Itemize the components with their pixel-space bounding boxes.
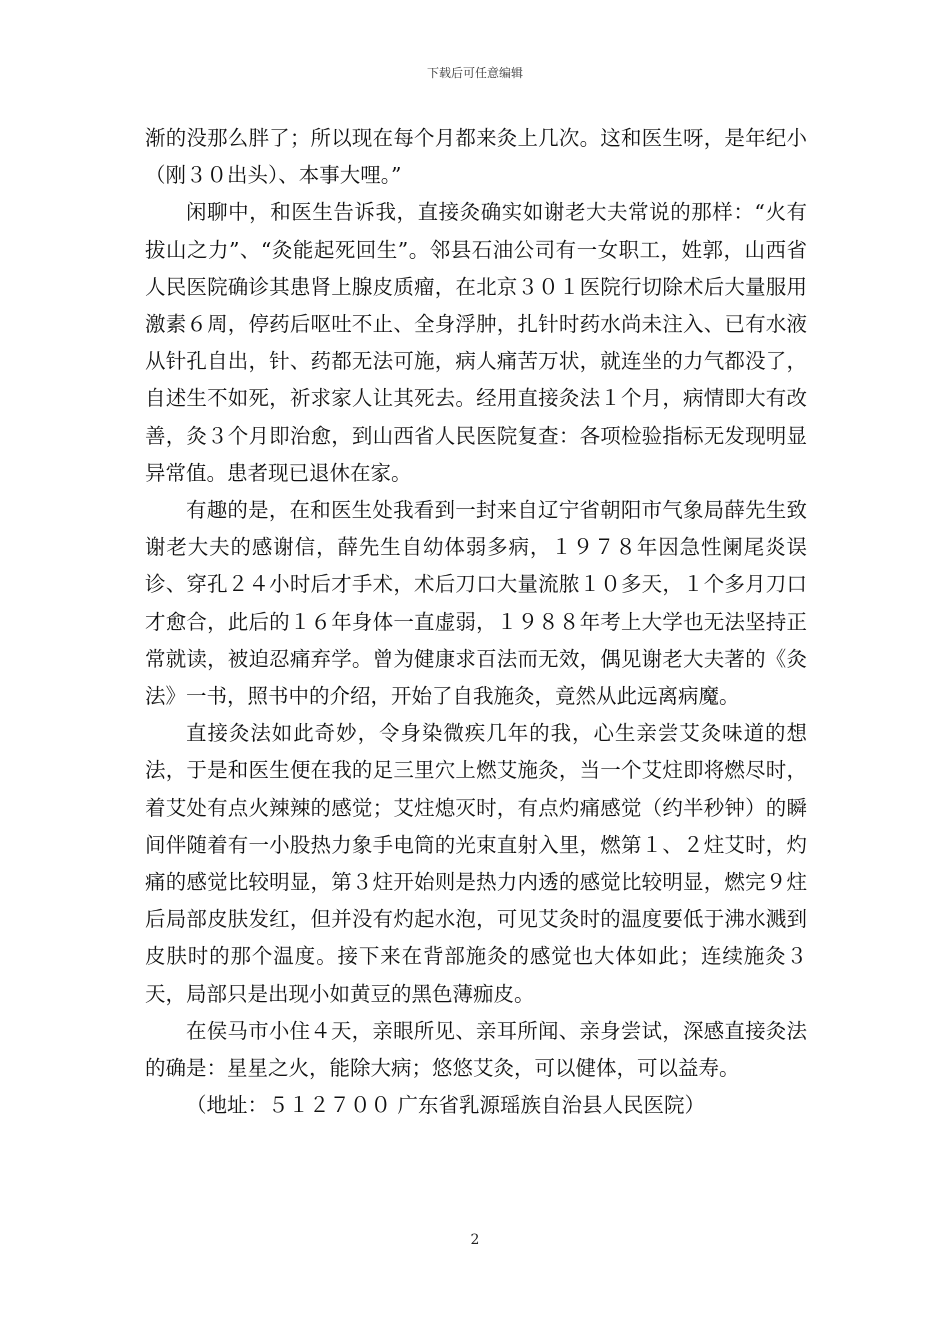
page-number: 2 [470,1232,480,1248]
document-body [145,120,807,1124]
author-address: （地址：５１２７００ 广东省乳源瑶族自治县人民医院） [186,1093,706,1118]
paragraph-1: 渐的没那么胖了；所以现在每个月都来灸上几次。这和医生呀，是年纪小（刚３０出头）、本事大哩。” [145,126,807,188]
paragraph-5: 在侯马市小住４天，亲眼所见、亲耳所闻、亲身尝试，深感直接灸法的确是：星星之火，能除大病；悠悠艾灸，可以健体，可以益寿。 [145,1018,807,1081]
page-header: 下载后可任意编辑 [426,66,523,80]
paragraph-3: 有趣的是，在和医生处我看到一封来自辽宁省朝阳市气象局薛先生致谢老大夫的感谢信，薛先生自幼体弱多病，１９７８年因急性阑尾炎误诊、穿孔２４小时后才手术，术后刀口大量流脓１０多天，１个多月刀口才愈合，此后的１６年身体一直虚弱，１９８８年考上大学也无法坚持正常就读，被迫忍痛弃学。曾为健康求百法而无效，偶见谢老大夫著的《灸法》一书，照书中的介绍，开始了自我施灸，竟然从此远离病魔。 [145,498,807,709]
paragraph-4: 直接灸法如此奇妙，令身染微疾几年的我，心生亲尝艾灸味道的想法，于是和医生便在我的足三里穴上燃艾施灸，当一个艾炷即将燃尽时，着艾处有点火辣辣的感觉；艾炷熄灭时，有点灼痛感觉（约半秒钟）的瞬间伴随着有一小股热力象手电筒的光束直射入里，燃第１、２炷艾时，灼痛的感觉比较明显，第３炷开始则是热力内透的感觉比较明显，燃完９炷后局部皮肤发红，但并没有灼起水泡，可见艾灸时的温度要低于沸水溅到皮肤时的那个温度。接下来在背部施灸的感觉也大体如此；连续施灸３天，局部只是出现小如黄豆的黑色薄痂皮。 [145,721,807,1006]
paragraph-2: 闲聊中，和医生告诉我，直接灸确实如谢老大夫常说的那样：“火有拔山之力”、“灸能起死回生”。邻县石油公司有一女职工，姓郭，山西省人民医院确诊其患肾上腺皮质瘤，在北京３０１医院行切除术后大量服用激素６周，停药后呕吐不止、全身浮肿，扎针时药水尚未注入、已有水液从针孔自出，针、药都无法可施，病人痛苦万状，就连坐的力气都没了，自述生不如死，祈求家人让其死去。经用直接灸法１个月，病情即大有改善，灸３个月即治愈，到山西省人民医院复查：各项检验指标无发现明显异常值。患者现已退休在家。 [145,200,807,485]
